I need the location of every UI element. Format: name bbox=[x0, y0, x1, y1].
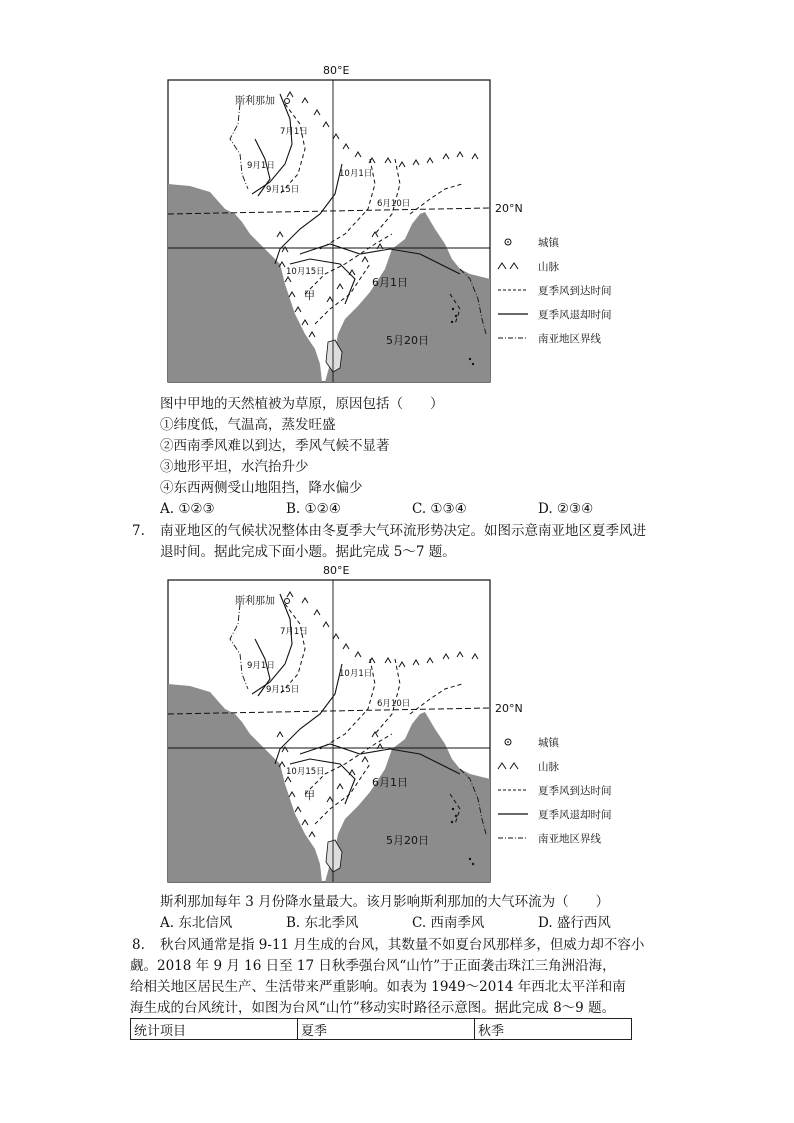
table-row bbox=[131, 1019, 632, 1040]
map-label-oct1: 10月1日 bbox=[339, 169, 373, 179]
map-label-20n: 20°N bbox=[495, 202, 523, 215]
q8-line-1: 秋台风通常是指 9-11 月生成的台风，其数量不如夏台风那样多，但威力却不容小 bbox=[160, 937, 645, 953]
q8-line-4: 海生成的台风统计，如图为台风“山竹”移动实时路径示意图。据此完成 8～9 题。 bbox=[130, 1000, 616, 1016]
island-dot bbox=[452, 308, 454, 310]
q6-stem: 图中甲地的天然植被为草原，原因包括（ ） bbox=[160, 396, 444, 412]
q8-line-3: 给相关地区居民生产、生活带来严重影响。如表为 1949～2014 年西北太平洋和南 bbox=[130, 979, 626, 995]
q7-number: 7. bbox=[132, 523, 145, 539]
legend-label: 城镇 bbox=[538, 237, 559, 249]
map-label-jia: 甲 bbox=[304, 289, 315, 302]
map-label-jun10: 6月10日 bbox=[377, 699, 411, 709]
q7-option-c[interactable]: C. 西南季风 bbox=[412, 915, 485, 931]
q6-option-b[interactable]: B. ①②④ bbox=[286, 501, 341, 517]
q7-sub-question: 斯利那加每年 3 月份降水量最大。该月影响斯利那加的大气环流为（ ） bbox=[160, 894, 610, 910]
map-label-oct15: 10月15日 bbox=[286, 767, 325, 777]
legend-label: 山脉 bbox=[538, 761, 559, 773]
island-dot bbox=[469, 358, 471, 360]
map-label-jun10: 6月10日 bbox=[377, 199, 411, 209]
island-dot bbox=[455, 815, 457, 817]
legend-label: 山脉 bbox=[538, 261, 559, 273]
island-dot bbox=[452, 808, 454, 810]
island-dot bbox=[455, 315, 457, 317]
legend-label: 南亚地区界线 bbox=[538, 833, 601, 845]
map-label-jul1: 7月1日 bbox=[280, 127, 308, 137]
map-label-jul1: 7月1日 bbox=[280, 627, 308, 637]
map-label-sep15: 9月15日 bbox=[266, 185, 300, 195]
monsoon-map-1 bbox=[130, 64, 630, 390]
map-label-may20: 5月20日 bbox=[386, 334, 429, 347]
legend-label: 夏季风到达时间 bbox=[538, 285, 612, 297]
map-label-oct15: 10月15日 bbox=[286, 267, 325, 277]
typhoon-stats-table bbox=[130, 1018, 632, 1040]
q8-line-2: 觑。2018 年 9 月 16 日至 17 日秋季强台风“山竹”于正面袭击珠江三角洲沿海， bbox=[130, 958, 616, 974]
mountain-icon bbox=[498, 763, 518, 769]
map-label-oct1: 10月1日 bbox=[339, 669, 373, 679]
map-label-srinagar: 斯利那加 bbox=[235, 96, 275, 107]
map-label-jia: 甲 bbox=[304, 789, 315, 802]
map-label-may20: 5月20日 bbox=[386, 834, 429, 847]
island-dot bbox=[472, 863, 474, 865]
map-label-sep1: 9月1日 bbox=[247, 161, 275, 171]
island-dot bbox=[451, 321, 453, 323]
q6-item-3: ③地形平坦，水汽抬升少 bbox=[160, 459, 309, 475]
q6-item-4: ④东西两侧受山地阻挡，降水偏少 bbox=[160, 480, 363, 496]
map-label-srinagar: 斯利那加 bbox=[235, 596, 275, 607]
map-label-sep15: 9月15日 bbox=[266, 685, 300, 695]
legend-label: 夏季风退却时间 bbox=[538, 309, 612, 321]
map-legend bbox=[498, 736, 612, 845]
island-dot bbox=[451, 821, 453, 823]
q6-option-a[interactable]: A. ①②③ bbox=[160, 501, 215, 517]
map-label-20n: 20°N bbox=[495, 702, 523, 715]
map-label-80e: 80°E bbox=[323, 564, 350, 577]
legend-label: 夏季风到达时间 bbox=[538, 785, 612, 797]
mountain-icon bbox=[498, 263, 518, 269]
q6-option-c[interactable]: C. ①③④ bbox=[412, 501, 467, 517]
q6-option-d[interactable]: D. ②③④ bbox=[538, 501, 594, 517]
legend-label: 城镇 bbox=[538, 737, 559, 749]
legend-label: 南亚地区界线 bbox=[538, 333, 601, 345]
table-header-summer: 夏季 bbox=[298, 1019, 475, 1040]
map-label-80e: 80°E bbox=[323, 64, 350, 77]
monsoon-map-2 bbox=[130, 564, 630, 890]
table-header-item: 统计项目 bbox=[131, 1019, 298, 1040]
map-label-jun1: 6月1日 bbox=[372, 776, 408, 789]
city-dot-icon-center bbox=[507, 241, 509, 243]
table-header-autumn: 秋季 bbox=[475, 1019, 632, 1040]
q7-option-b[interactable]: B. 东北季风 bbox=[286, 915, 359, 931]
map-legend bbox=[498, 236, 612, 345]
city-dot-icon-center bbox=[507, 741, 509, 743]
q7-option-d[interactable]: D. 盛行西风 bbox=[538, 915, 611, 931]
map-label-sep1: 9月1日 bbox=[247, 661, 275, 671]
q6-item-1: ①纬度低，气温高，蒸发旺盛 bbox=[160, 417, 336, 433]
map-label-jun1: 6月1日 bbox=[372, 276, 408, 289]
legend-label: 夏季风退却时间 bbox=[538, 809, 612, 821]
island-dot bbox=[472, 363, 474, 365]
q6-item-2: ②西南季风难以到达，季风气候不显著 bbox=[160, 438, 390, 454]
island-dot bbox=[469, 858, 471, 860]
q8-number: 8. bbox=[132, 937, 145, 953]
q7-stem-line1: 南亚地区的气候状况整体由冬夏季大气环流形势决定。如图示意南亚地区夏季风进 bbox=[160, 523, 646, 539]
q7-stem-line2: 退时间。据此完成下面小题。据此完成 5～7 题。 bbox=[160, 544, 456, 560]
q7-option-a[interactable]: A. 东北信风 bbox=[160, 915, 233, 931]
